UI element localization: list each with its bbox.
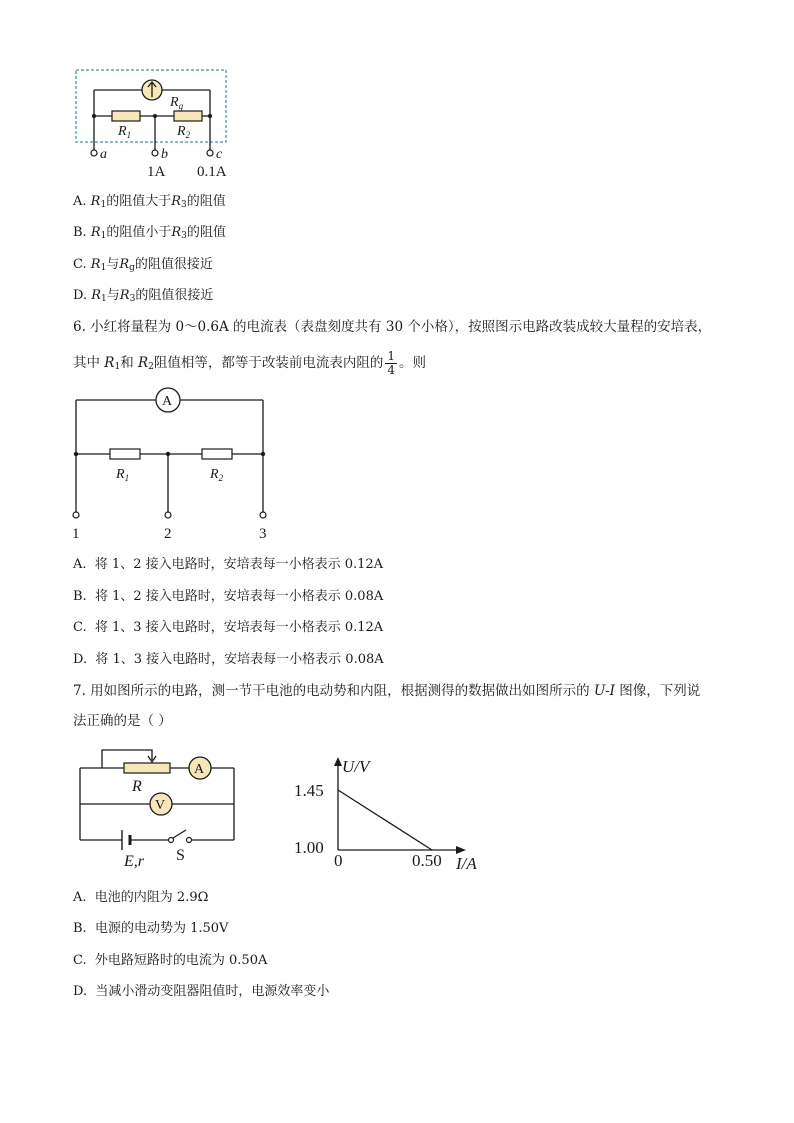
q5-option-d[interactable]: D. $R_1$与$R_3$的阻值很接近 xyxy=(73,288,214,304)
q6-option-d[interactable]: D. 将 1、3 接入电路时，安培表每一小格表示 0.08A xyxy=(73,652,384,667)
q7-option-d[interactable]: D. 当减小滑动变阻器阻值时，电源效率变小 xyxy=(73,984,330,999)
terminal-2 xyxy=(165,512,171,518)
q5-circuit-figure xyxy=(70,66,240,182)
q7-ui-graph xyxy=(290,752,490,876)
y-tick-origin: 1.00 xyxy=(294,838,324,857)
r1-label: $R_1$ xyxy=(118,124,132,140)
rg-label: $R_g$ xyxy=(170,95,184,111)
y-axis-label: U/V xyxy=(342,757,370,776)
battery-label: E,r xyxy=(124,853,144,870)
r2-label: $R_2$ xyxy=(177,124,191,140)
r2-label: $R_2$ xyxy=(210,467,224,483)
r1-resistor xyxy=(110,449,140,459)
q7-option-a[interactable]: A. 电池的内阻为 2.9Ω xyxy=(73,890,209,905)
x-tick-end: 0.50 xyxy=(412,851,442,870)
ui-line xyxy=(338,790,432,850)
terminal-1 xyxy=(73,512,79,518)
q6-option-c[interactable]: C. 将 1、3 接入电路时，安培表每一小格表示 0.12A xyxy=(73,620,384,635)
x-axis-label: I/A xyxy=(456,854,477,873)
terminal-b-label: b xyxy=(161,147,168,162)
q6-stem-line2: 其中 $R_1$和 $R_2$阻值相等，都等于改装前电流表内阻的 $\frac{1}{4}$ 。则 xyxy=(73,349,427,377)
q7-stem-line2: 法正确的是（ ） xyxy=(73,713,172,729)
terminal-c xyxy=(207,150,213,156)
q6-stem-line1: 6. 小红将量程为 0～0.6A 的电流表（表盘刻度共有 30 个小格），按照图示电路改装成较大量程的安培表， xyxy=(73,319,712,335)
terminal-a-label: a xyxy=(100,147,107,162)
fraction-one-quarter: $\frac{1}{4}$ xyxy=(387,349,396,377)
terminal-3 xyxy=(260,512,266,518)
ammeter-label: A xyxy=(162,394,173,409)
terminal-b xyxy=(152,150,158,156)
q6-option-a[interactable]: A. 将 1、2 接入电路时，安培表每一小格表示 0.12A xyxy=(73,557,384,572)
r1-resistor xyxy=(112,111,140,121)
terminal-c-value: 0.1A xyxy=(197,164,227,180)
switch-label: S xyxy=(176,847,185,864)
terminal-1-label: 1 xyxy=(72,526,80,542)
terminal-3-label: 3 xyxy=(259,526,267,542)
q6-option-b[interactable]: B. 将 1、2 接入电路时，安培表每一小格表示 0.08A xyxy=(73,589,384,604)
terminal-c-label: c xyxy=(216,147,223,162)
r1-label: $R_1$ xyxy=(116,467,130,483)
q7-option-c[interactable]: C. 外电路短路时的电流为 0.50A xyxy=(73,953,268,968)
r2-resistor xyxy=(174,111,202,121)
voltmeter-label: V xyxy=(155,798,166,813)
q7-stem-line1: 7. 用如图所示的电路，测一节干电池的电动势和内阻，根据测得的数据做出如图所示的 U-I 图像，下列说 xyxy=(73,683,701,699)
q5-option-b[interactable]: B. $R_1$的阻值小于$R_3$的阻值 xyxy=(73,225,226,241)
rheostat-label: R xyxy=(132,778,142,795)
y-tick-top: 1.45 xyxy=(294,781,324,800)
q5-option-a[interactable]: A. $R_1$的阻值大于$R_3$的阻值 xyxy=(73,194,226,210)
terminal-a xyxy=(91,150,97,156)
q7-option-b[interactable]: B. 电源的电动势为 1.50V xyxy=(73,921,229,936)
switch-icon xyxy=(173,830,186,838)
q7-circuit-figure xyxy=(72,744,242,870)
x-tick-origin: 0 xyxy=(334,851,343,870)
rheostat xyxy=(124,763,170,773)
terminal-2-label: 2 xyxy=(164,526,172,542)
ammeter-label: A xyxy=(194,762,205,777)
q5-option-c[interactable]: C. $R_1$与$R_g$的阻值很接近 xyxy=(73,257,213,273)
terminal-b-value: 1A xyxy=(147,164,166,180)
r2-resistor xyxy=(202,449,232,459)
q6-circuit-figure xyxy=(66,386,276,546)
